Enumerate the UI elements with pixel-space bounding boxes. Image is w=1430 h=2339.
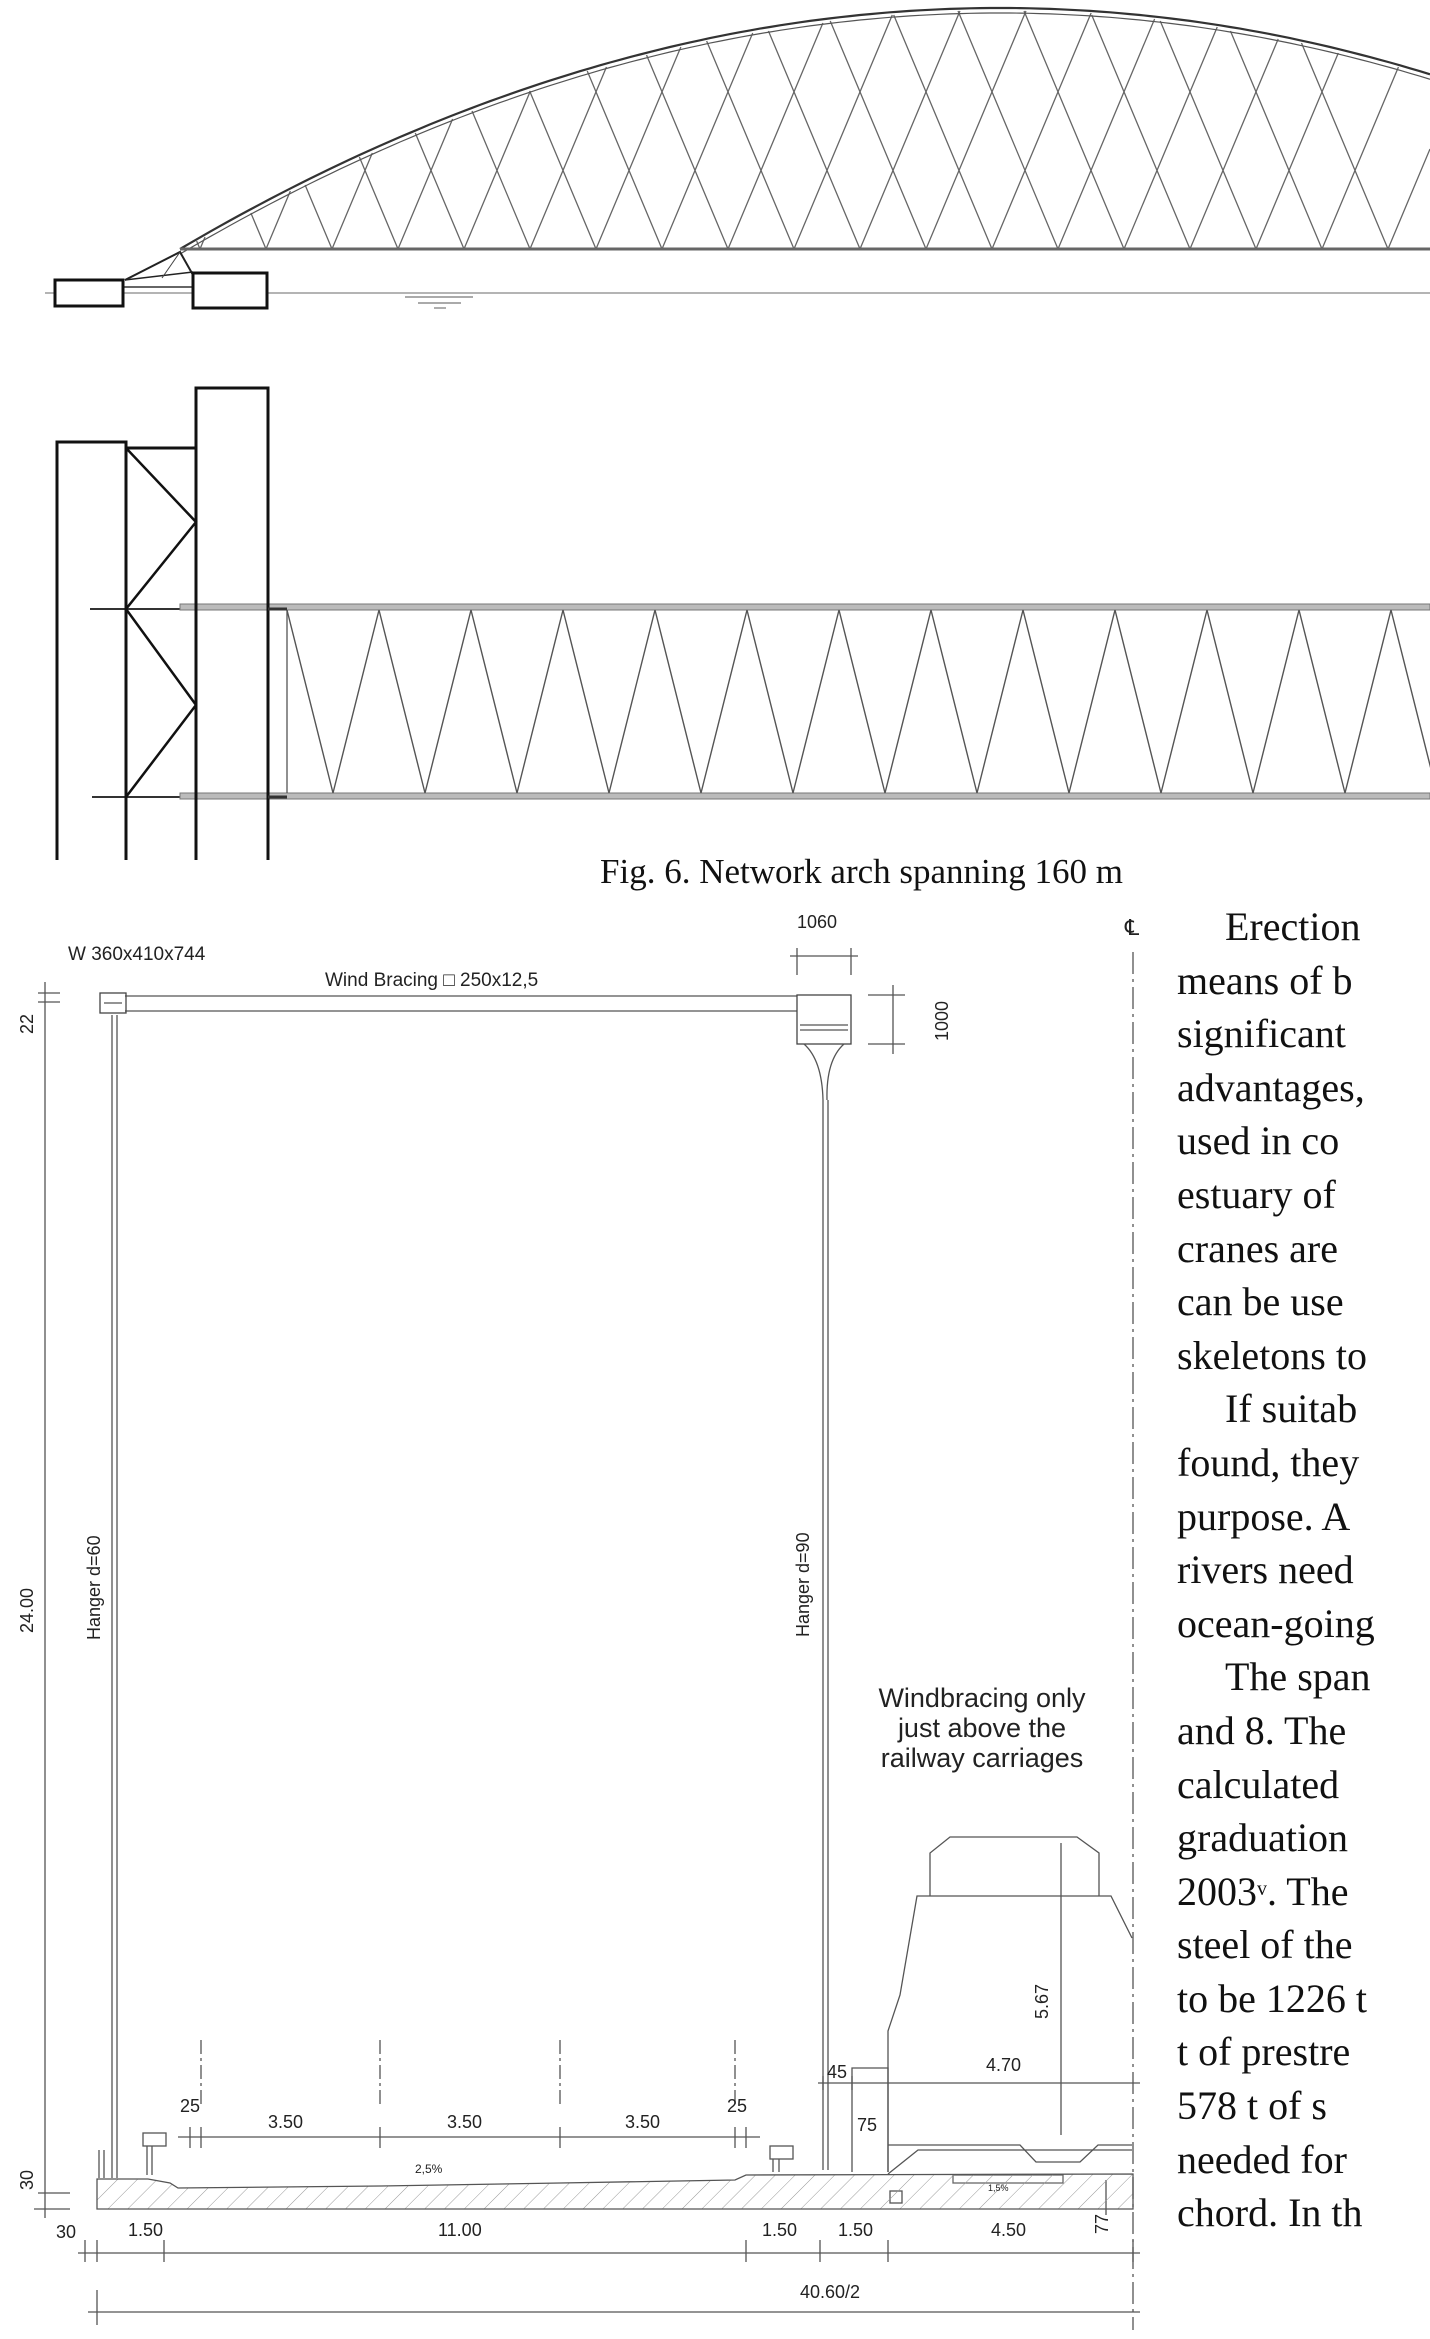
dim-45-label: 45: [827, 2062, 848, 2082]
text-line: purpose. A: [1177, 1493, 1351, 1539]
text-line: 2003$^v$. The: [1177, 1868, 1349, 1914]
clearance-height-label: 5.67: [1032, 1983, 1052, 2019]
text-line: ocean-going: [1177, 1600, 1375, 1646]
rail-slope-label: 1,5%: [988, 2183, 1009, 2193]
lane-2-width: 3.50: [447, 2112, 483, 2132]
text-line: means of b: [1177, 957, 1353, 1003]
text-line: t of prestre: [1177, 2029, 1351, 2075]
text-line: 578 t of s: [1177, 2083, 1327, 2129]
dim-bottom-11-00: 11.00: [438, 2220, 482, 2240]
text-line: estuary of: [1177, 1171, 1336, 1217]
dim-22-label: 22: [17, 1013, 37, 1034]
road-slope-label: 2,5%: [415, 2162, 443, 2176]
dim-30-vertical-label: 30: [17, 2169, 37, 2190]
note-line-3: railway carriages: [880, 1743, 1084, 1773]
chord-height-label: 1000: [932, 1000, 952, 1041]
text-line: skeletons to: [1177, 1332, 1367, 1378]
text-line: chord. In th: [1177, 2190, 1363, 2236]
text-line: graduation: [1177, 1815, 1349, 1861]
windbracing-note: [842, 1683, 1122, 1773]
text-line: significant: [1177, 1011, 1346, 1057]
dim-bottom-4-50: 4.50: [991, 2220, 1027, 2240]
hanger-right-label: Hanger d=90: [793, 1532, 813, 1637]
text-line: needed for: [1177, 2136, 1347, 2182]
text-line: used in co: [1177, 1118, 1340, 1164]
text-line: calculated: [1177, 1761, 1340, 1807]
body-text-column: [1177, 900, 1430, 2240]
chord-width-label: 1060: [797, 912, 838, 932]
lane-offset-left-label: 25: [180, 2096, 201, 2116]
footnote-marker: v: [1257, 1877, 1267, 1900]
lane-3-width: 3.50: [625, 2112, 661, 2132]
text-line: steel of the: [1177, 1922, 1353, 1968]
dim-77-label: 77: [1092, 2213, 1112, 2234]
height-total-label: 24.00: [17, 1587, 37, 1633]
wind-bracing-label: Wind Bracing □ 250x12,5: [325, 970, 539, 991]
dim-bottom-1-50-a: 1.50: [128, 2220, 164, 2240]
hanger-left-label: Hanger d=60: [84, 1535, 104, 1640]
text-line: and 8. The: [1177, 1707, 1347, 1753]
clearance-width-label: 4.70: [986, 2055, 1022, 2075]
text-line: found, they: [1177, 1439, 1360, 1485]
text-line: to be 1226 t: [1177, 1975, 1367, 2021]
note-line-1: Windbracing only: [878, 1683, 1086, 1713]
text-line: If suitab: [1225, 1386, 1358, 1432]
text-line: Erection: [1225, 904, 1361, 949]
text-line: cranes are: [1177, 1225, 1338, 1271]
text-line: rivers need: [1177, 1547, 1354, 1593]
top-member-label: W 360x410x744: [68, 944, 206, 965]
lane-offset-right-label: 25: [727, 2096, 748, 2116]
text-line: can be use: [1177, 1279, 1344, 1325]
lane-1-width: 3.50: [268, 2112, 304, 2132]
text-line: advantages,: [1177, 1064, 1365, 1110]
overall-width-label: 40.60/2: [800, 2282, 861, 2302]
centerline-symbol: ℄: [1125, 915, 1140, 940]
figure-caption: Fig. 6. Network arch spanning 160 m: [600, 852, 1123, 891]
dim-75-label: 75: [857, 2115, 878, 2135]
dim-bottom-1-50-c: 1.50: [838, 2220, 874, 2240]
dim-bottom-30: 30: [56, 2222, 77, 2242]
note-line-2: just above the: [897, 1713, 1067, 1743]
dim-bottom-1-50-b: 1.50: [762, 2220, 798, 2240]
text-line: The span: [1225, 1654, 1371, 1700]
